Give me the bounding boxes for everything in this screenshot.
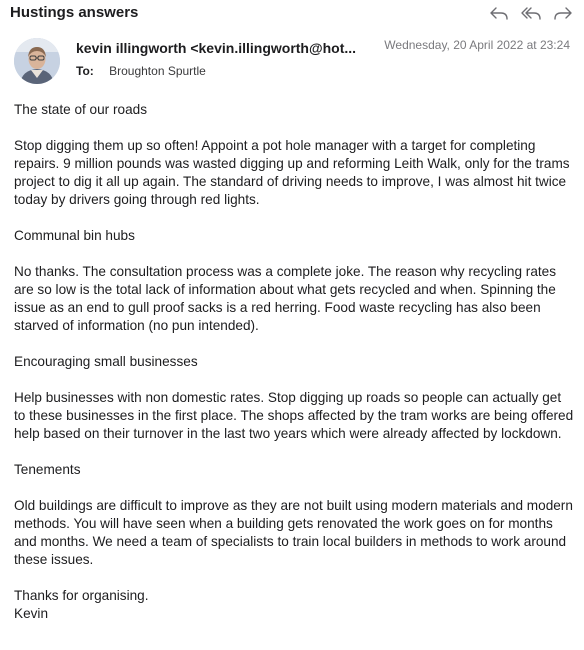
sender-avatar — [14, 38, 60, 84]
body-paragraph: Encouraging small businesses — [14, 354, 198, 369]
message-body — [14, 101, 574, 623]
email-subject: Hustings answers — [10, 4, 139, 21]
sender-name[interactable]: kevin illingworth <kevin.illingworth@hot... — [76, 40, 357, 56]
body-paragraph: Communal bin hubs — [14, 228, 135, 243]
recipients-row — [76, 64, 206, 78]
sender-photo — [14, 38, 60, 84]
signoff-line: Thanks for organising. — [14, 588, 149, 603]
body-paragraph: No thanks. The consultation process was a complete joke. The reason why recycling rates are so low is the total lack of information about what gets recycled and when. Spinning the issue as an end to gull proof sacks is a red herring. Food waste recycling has also been starved of information (no pun intended). — [14, 264, 557, 333]
body-paragraph: Stop digging them up so often! Appoint a pot hole manager with a target for completing repairs. 9 million pounds was wasted digging up and reforming Leith Walk, only for the trams project to dig it all up again. The standard of driving needs to improve, I was almost hit twice today by drivers going through red lights. — [14, 138, 570, 207]
recipient-name[interactable]: Broughton Spurtle — [109, 64, 206, 78]
signoff-name: Kevin — [14, 606, 49, 621]
body-paragraph: Old buildings are difficult to improve as they are not built using modern materials and modern methods. You will have seen when a building gets renovated the work goes on for months and months. We need a team of specialists to train local builders in methods to work around these issues. — [14, 498, 573, 567]
message-toolbar — [0, 0, 584, 28]
body-paragraph: Help businesses with non domestic rates. Stop digging up roads so people can actually get to these businesses in the first place. The shops affected by the tram works are being offered help based on their turnover in the last two years which were already affected by lockdown. — [14, 390, 574, 441]
reply-all-button[interactable] — [518, 2, 544, 24]
reply-button[interactable] — [486, 2, 512, 24]
body-paragraph: Tenements — [14, 462, 81, 477]
reply-icon — [489, 5, 509, 21]
forward-icon — [553, 5, 573, 21]
forward-button[interactable] — [550, 2, 576, 24]
message-header — [0, 34, 584, 90]
sent-date: Wednesday, 20 April 2022 at 23:24 — [384, 38, 570, 52]
to-label: To: — [76, 64, 94, 78]
reply-all-icon — [521, 5, 541, 21]
body-paragraph: The state of our roads — [14, 102, 147, 117]
message-actions — [486, 2, 576, 24]
